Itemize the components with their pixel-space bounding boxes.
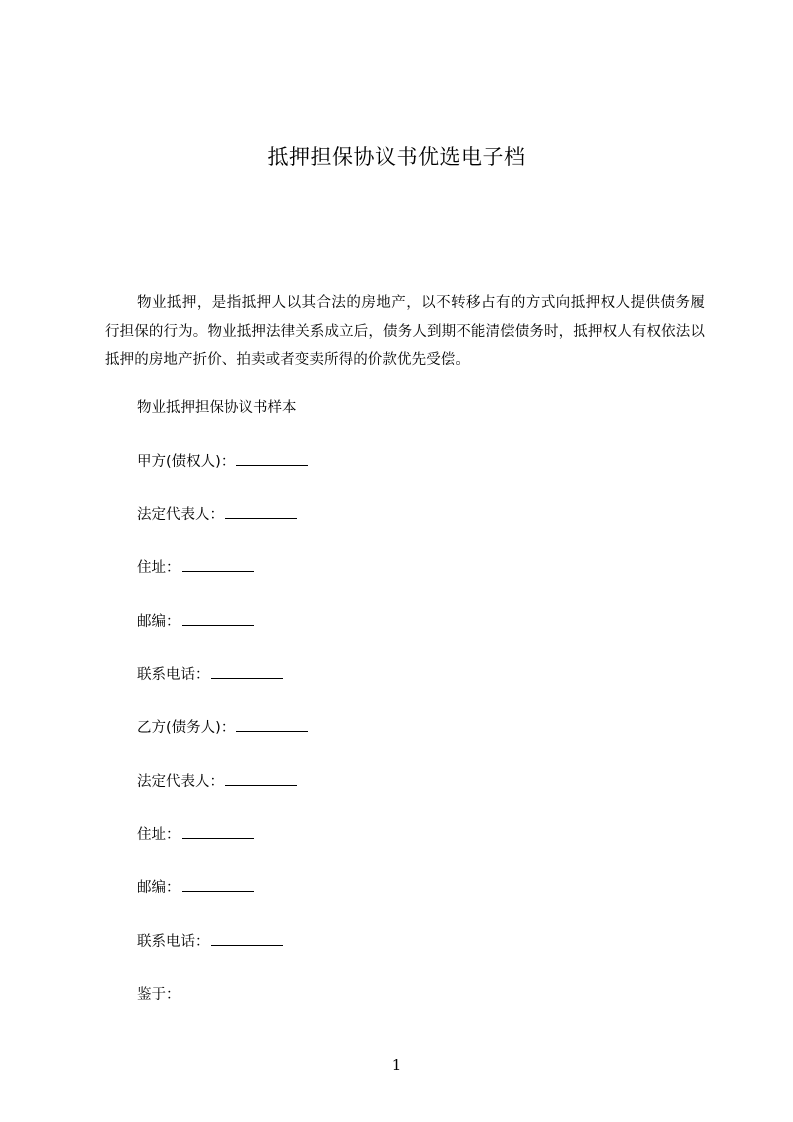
party-a-phone-field (137, 665, 283, 685)
fill-in-blank[interactable] (211, 933, 283, 946)
party-b-phone-field (137, 932, 283, 952)
fill-in-blank[interactable] (236, 719, 308, 732)
field-label: 联系电话： (137, 934, 210, 950)
fill-in-blank[interactable] (225, 506, 297, 519)
party-a-representative-field (137, 505, 297, 525)
party-b-representative-field (137, 772, 297, 792)
fill-in-blank[interactable] (182, 826, 254, 839)
fill-in-blank[interactable] (225, 773, 297, 786)
party-a-address-field (137, 558, 254, 578)
intro-paragraph: 物业抵押，是指抵押人以其合法的房地产，以不转移占有的方式向抵押权人提供债务履行担保的行为。物业抵押法律关系成立后，债务人到期不能清偿债务时，抵押权人有权依法以抵押的房地产折价、拍卖或者变卖所得的价款优先受偿。 (105, 295, 705, 368)
field-label: 邮编： (137, 880, 181, 896)
fill-in-blank[interactable] (182, 879, 254, 892)
field-label: 联系电话： (137, 667, 210, 683)
party-b-address-field (137, 825, 254, 845)
field-label: 住址： (137, 560, 181, 576)
field-label: 法定代表人： (137, 774, 224, 790)
document-title: 抵押担保协议书优选电子档 (267, 145, 526, 169)
party-a-postcode-field (137, 612, 254, 632)
whereas-heading: 鉴于： (137, 987, 181, 1003)
field-label: 甲方(债权人)： (137, 454, 236, 470)
page-number: 1 (391, 1056, 402, 1074)
field-label: 法定代表人： (137, 507, 224, 523)
party-b-field (137, 718, 308, 738)
sample-heading: 物业抵押担保协议书样本 (137, 400, 297, 416)
fill-in-blank[interactable] (211, 666, 283, 679)
field-label: 邮编： (137, 614, 181, 630)
fill-in-blank[interactable] (182, 559, 254, 572)
field-label: 住址： (137, 827, 181, 843)
party-b-postcode-field (137, 878, 254, 898)
party-a-field (137, 452, 308, 472)
fill-in-blank[interactable] (182, 613, 254, 626)
field-label: 乙方(债务人)： (137, 720, 236, 736)
fill-in-blank[interactable] (236, 453, 308, 466)
